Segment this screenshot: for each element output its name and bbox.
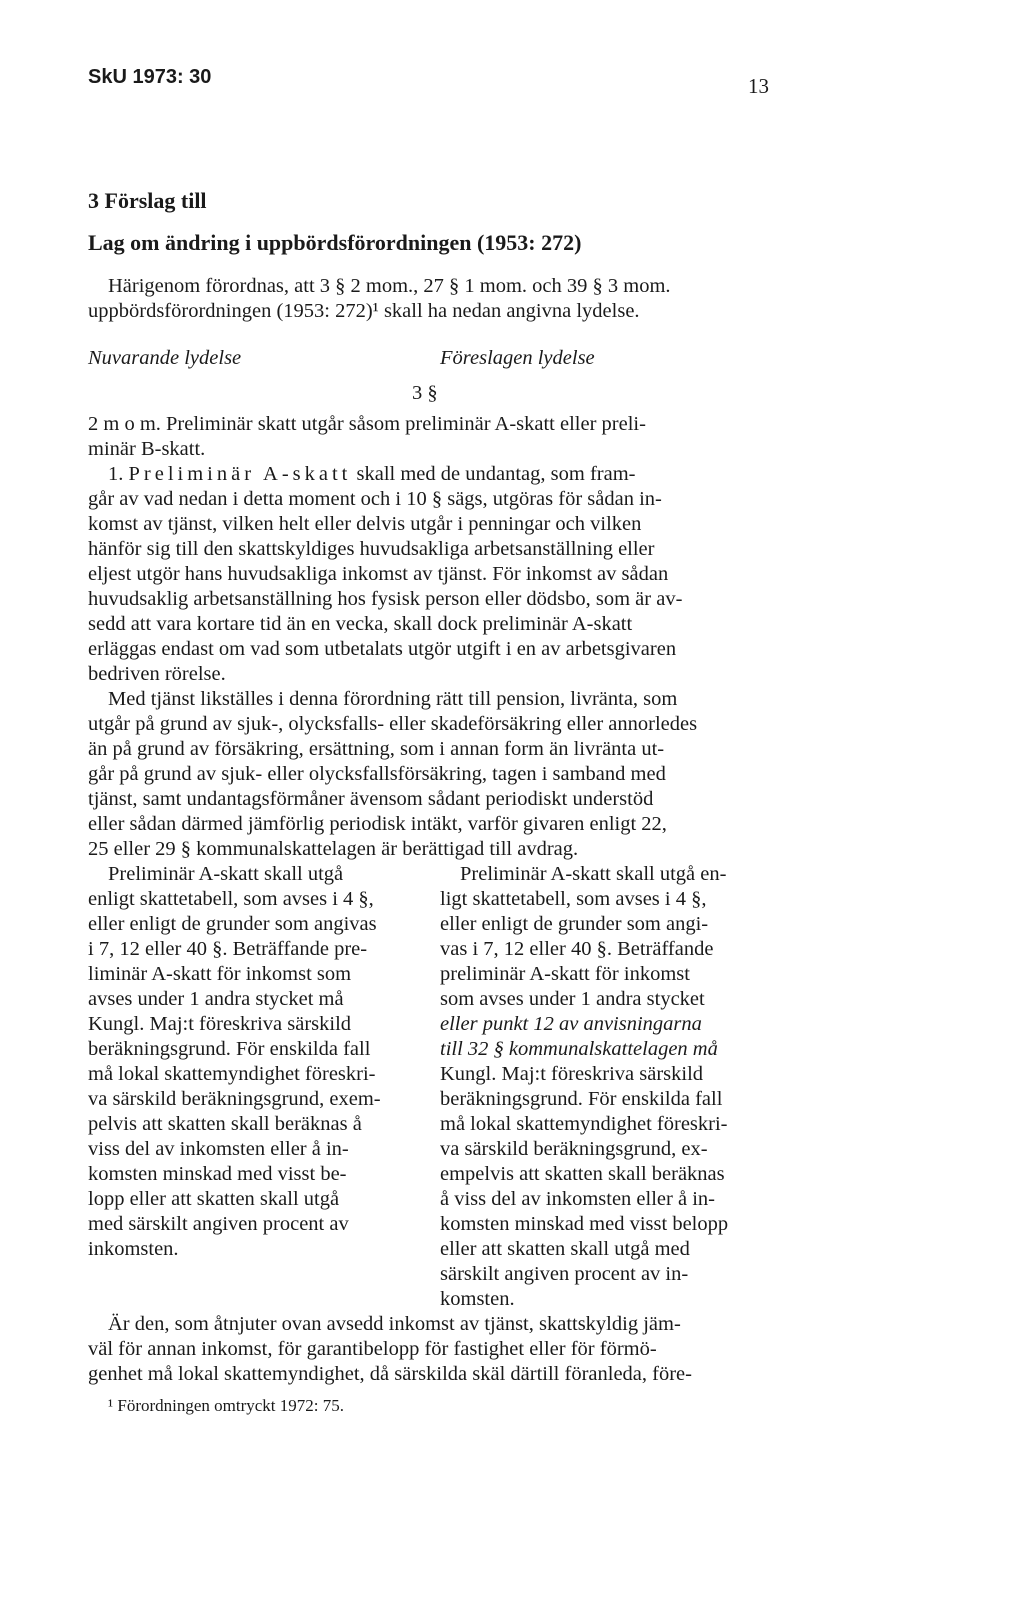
current-text-line: må lokal skattemyndighet föreskri-	[88, 1063, 376, 1085]
proposed-text-line: empelvis att skatten skall beräknas	[440, 1163, 725, 1185]
current-text-line: viss del av inkomsten eller å in-	[88, 1138, 349, 1160]
current-text-line: med särskilt angiven procent av	[88, 1213, 349, 1235]
proposed-text-line: å viss del av inkomsten eller å in-	[440, 1188, 715, 1210]
p1-line: huvudsaklig arbetsanställning hos fysisk person eller dödsbo, som är av-	[88, 588, 683, 610]
column-heading-proposed: Föreslagen lydelse	[440, 347, 595, 369]
mom2-line	[88, 412, 646, 437]
current-text-line: pelvis att skatten skall beräknas å	[88, 1113, 362, 1135]
p1-line: hänför sig till den skattskyldiges huvudsakliga arbetsanställning eller	[88, 538, 655, 560]
proposed-text-line: Preliminär A-skatt skall utgå en-	[460, 863, 727, 885]
intro-line: Härigenom förordnas, att 3 § 2 mom., 27 § 1 mom. och 39 § 3 mom.	[108, 275, 671, 297]
mom2-text: Preliminär skatt utgår såsom preliminär A-skatt eller preli-	[160, 413, 646, 435]
proposed-text-line: som avses under 1 andra stycket	[440, 988, 705, 1010]
current-text-line: avses under 1 andra stycket må	[88, 988, 344, 1010]
intro-line: uppbördsförordningen (1953: 272)¹ skall ha nedan angivna lydelse.	[88, 300, 640, 322]
p1-line: sedd att vara kortare tid än en vecka, skall dock preliminär A-skatt	[88, 613, 633, 635]
proposed-text-line-new: till 32 § kommunalskattelagen må	[440, 1038, 718, 1060]
p1-line: går av vad nedan i detta moment och i 10 § sägs, utgöras för sådan in-	[88, 488, 662, 510]
proposed-text-line-new: eller punkt 12 av anvisningarna	[440, 1013, 702, 1035]
proposed-text-line: beräkningsgrund. För enskilda fall	[440, 1088, 723, 1110]
current-text-line: Preliminär A-skatt skall utgå	[108, 863, 344, 885]
law-title: Lag om ändring i uppbördsförordningen (1953: 272)	[88, 230, 582, 255]
p1-rest: skall med de undantag, som fram-	[351, 463, 636, 485]
p2-line: tjänst, samt undantagsförmåner ävensom sådant periodiskt understöd	[88, 788, 654, 810]
running-header: SkU 1973: 30	[88, 66, 212, 88]
proposed-text-line: ligt skattetabell, som avses i 4 §,	[440, 888, 707, 910]
p1-line: eljest utgör hans huvudsakliga inkomst av tjänst. För inkomst av sådan	[88, 563, 669, 585]
column-heading-current: Nuvarande lydelse	[88, 347, 242, 369]
p1-line: bedriven rörelse.	[88, 663, 226, 685]
p2-line: Med tjänst likställes i denna förordning rätt till pension, livränta, som	[108, 688, 678, 710]
footnote	[108, 1396, 344, 1416]
p1-number: 1.	[108, 463, 124, 485]
current-text-line: Kungl. Maj:t föreskriva särskild	[88, 1013, 352, 1035]
p2-line: eller sådan därmed jämförlig periodisk intäkt, varför givaren enligt 22,	[88, 813, 667, 835]
proposed-text-line: eller enligt de grunder som angi-	[440, 913, 709, 935]
paragraph-mark: 3 §	[412, 382, 438, 404]
proposed-text-line: komsten.	[440, 1288, 515, 1310]
p2-line: 25 eller 29 § kommunalskattelagen är berättigad till avdrag.	[88, 838, 579, 860]
proposed-text-line: eller att skatten skall utgå med	[440, 1238, 690, 1260]
current-text-line: beräkningsgrund. För enskilda fall	[88, 1038, 371, 1060]
proposed-text-line: må lokal skattemyndighet föreskri-	[440, 1113, 728, 1135]
current-text-line: liminär A-skatt för inkomst som	[88, 963, 352, 985]
proposed-text-line: va särskild beräkningsgrund, ex-	[440, 1138, 708, 1160]
current-text-line: inkomsten.	[88, 1238, 179, 1260]
section-title: 3 Förslag till	[88, 188, 207, 213]
p1-line: komst av tjänst, vilken helt eller delvis utgår i penningar och vilken	[88, 513, 642, 535]
page-number: 13	[748, 74, 769, 98]
footnote-text: Förordningen omtryckt 1972: 75.	[117, 1396, 345, 1415]
current-text-line: eller enligt de grunder som angivas	[88, 913, 377, 935]
current-text-line: lopp eller att skatten skall utgå	[88, 1188, 340, 1210]
current-text-line: komsten minskad med visst be-	[88, 1163, 347, 1185]
proposed-text-line: preliminär A-skatt för inkomst	[440, 963, 690, 985]
p3-line: genhet må lokal skattemyndighet, då särskilda skäl därtill föranleda, före-	[88, 1363, 692, 1385]
p1-term: Preliminär A-skatt	[128, 463, 352, 485]
current-text-line: i 7, 12 eller 40 §. Beträffande pre-	[88, 938, 368, 960]
current-text-line: enligt skattetabell, som avses i 4 §,	[88, 888, 374, 910]
footnote-mark: ¹	[108, 1396, 114, 1415]
p2-line: utgår på grund av sjuk-, olycksfalls- eller skadeförsäkring eller annorledes	[88, 713, 698, 735]
mom2-lead: 2 m o m.	[88, 413, 161, 435]
proposed-text-line: vas i 7, 12 eller 40 §. Beträffande	[440, 938, 714, 960]
p3-line: Är den, som åtnjuter ovan avsedd inkomst av tjänst, skattskyldig jäm-	[108, 1313, 681, 1335]
proposed-text-line: Kungl. Maj:t föreskriva särskild	[440, 1063, 704, 1085]
p2-line: går på grund av sjuk- eller olycksfallsförsäkring, tagen i samband med	[88, 763, 666, 785]
p2-line: än på grund av försäkring, ersättning, som i annan form än livränta ut-	[88, 738, 665, 760]
current-text-line: va särskild beräkningsgrund, exem-	[88, 1088, 381, 1110]
p1-line: erläggas endast om vad som utbetalats utgör utgift i en av arbetsgivaren	[88, 638, 677, 660]
p1-first-line	[108, 462, 635, 487]
proposed-text-line: komsten minskad med visst belopp	[440, 1213, 729, 1235]
p3-line: väl för annan inkomst, för garantibelopp för fastighet eller för förmö-	[88, 1338, 657, 1360]
mom2-line: minär B-skatt.	[88, 438, 206, 460]
proposed-text-line: särskilt angiven procent av in-	[440, 1263, 689, 1285]
